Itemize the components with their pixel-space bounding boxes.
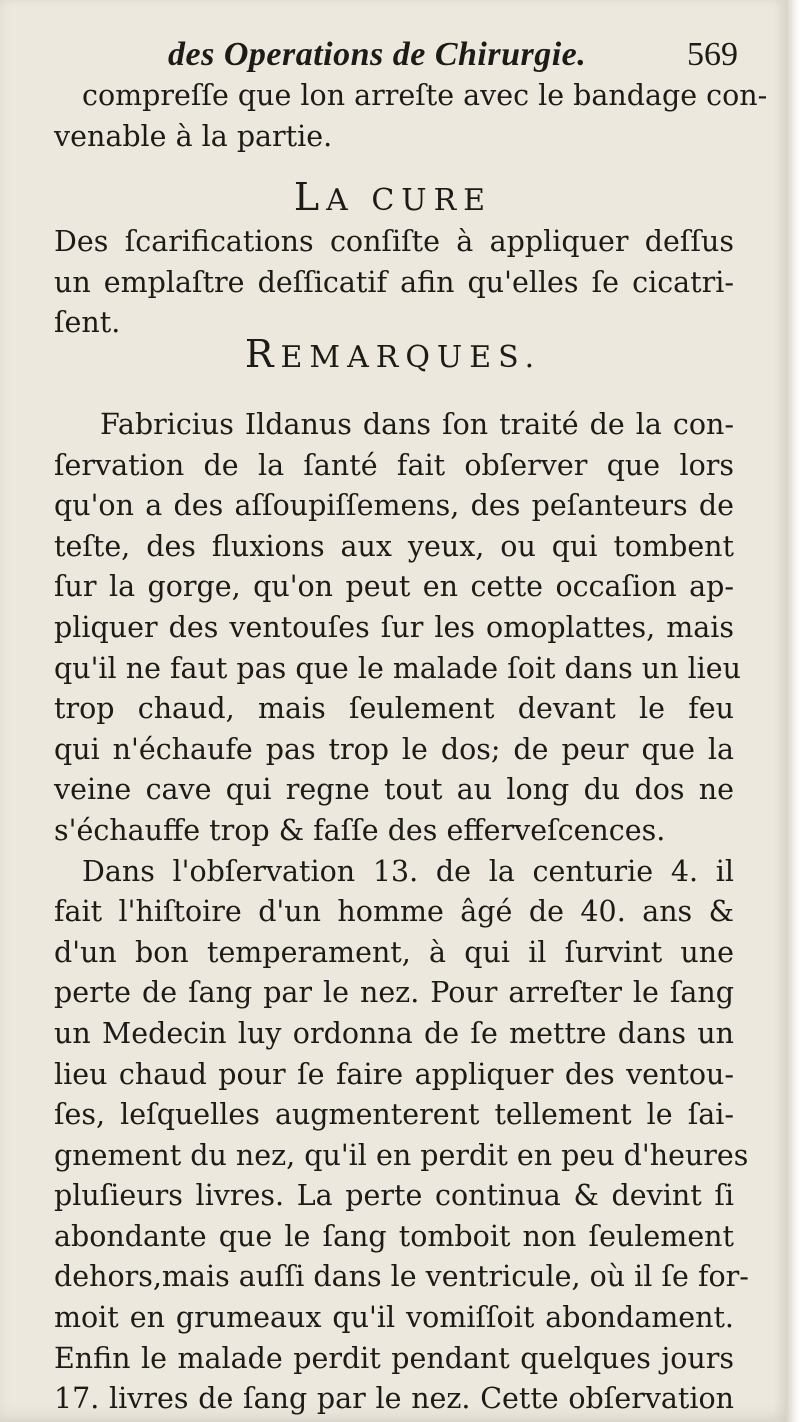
heading-initial: L [293, 175, 327, 219]
heading-la-cure [0, 175, 786, 219]
text-line: pliquer des ventouſes ſur les omoplattes, mais [54, 610, 734, 644]
heading-remarques [0, 332, 786, 376]
heading-initial: R [244, 332, 281, 376]
page-edge [786, 0, 800, 1422]
text-line: perte de ſang par le nez. Pour arreſter le ſang [54, 976, 734, 1010]
heading-rest: A C [326, 183, 402, 218]
text-line: lieu chaud pour ſe faire appliquer des ventou- [54, 1057, 734, 1091]
text-line: pluſieurs livres. La perte continua & devint ſi [54, 1179, 734, 1213]
cure-paragraph [54, 222, 734, 344]
remarques-paragraphs [54, 405, 749, 1420]
text-line: s'échauffe trop & faſſe des effervеſcences. [54, 813, 666, 847]
running-title: des Operations de Chirurgie. [168, 36, 587, 73]
heading-rest-2: URE [401, 183, 493, 218]
text-line: compreſſe que lon arreſte avec le bandage con- [82, 79, 768, 112]
text-line: gnement du nez, qu'il en perdit en peu d'heures [54, 1138, 749, 1172]
text-line: Fabricius Ildanus dans ſon traité de la con- [100, 408, 734, 441]
text-line: 17. livres de ſang par le nez. Cette obſervation [54, 1382, 734, 1416]
intro-paragraph [54, 76, 768, 157]
text-line: Enfin le malade perdit pendant quelques jours [54, 1341, 734, 1375]
text-line: qui n'échaufe pas trop le dos; de peur que la [54, 732, 734, 766]
text-line: teſte, des fluxions aux yeux, ou qui tombent [54, 529, 734, 563]
text-line: ſes, leſquelles augmenterent tellement le ſai- [54, 1098, 734, 1132]
page-number: 569 [687, 36, 738, 73]
text-line: ſur la gorge, qu'on peut en cette occaſion ap- [54, 570, 734, 604]
text-line: un Medecin luy ordonna de ſe mettre dans un [54, 1016, 734, 1050]
text-line: venable à la partie. [54, 119, 333, 153]
heading-rest: EMARQUES. [280, 340, 542, 375]
text-line: d'un bon temperament, à qui il ſurvint une [54, 935, 734, 969]
text-line: moit en grumeaux qu'il vomiſſoit abondament. [54, 1301, 734, 1335]
text-line: ſent. [54, 306, 121, 340]
text-line: ſervation de la ſanté fait obſerver que lors [54, 448, 734, 482]
text-line: Des ſcarifications conſiſte à appliquer deſſus [54, 225, 734, 258]
text-line: qu'il ne faut pas que le malade ſoit dans un lieu [54, 651, 742, 685]
text-line: veine cave qui regne tout au long du dos ne [54, 773, 734, 807]
text-line: Dans l'obſervation 13. de la centurie 4. il [82, 854, 734, 888]
text-line: qu'on a des aſſoupiſſemens, des peſanteurs de [54, 489, 734, 523]
text-line: trop chaud, mais ſeulement devant le feu [54, 692, 734, 726]
text-line: un emplaſtre deſſicatif afin qu'elles ſe cicatri- [54, 265, 734, 299]
text-line: dehors,mais auſſi dans le ventricule, où il ſe for- [54, 1260, 749, 1294]
text-line: abondante que le ſang tomboit non ſeulement [54, 1219, 734, 1253]
text-line: fait l'hiſtoire d'un homme âgé de 40. ans & [54, 895, 734, 929]
